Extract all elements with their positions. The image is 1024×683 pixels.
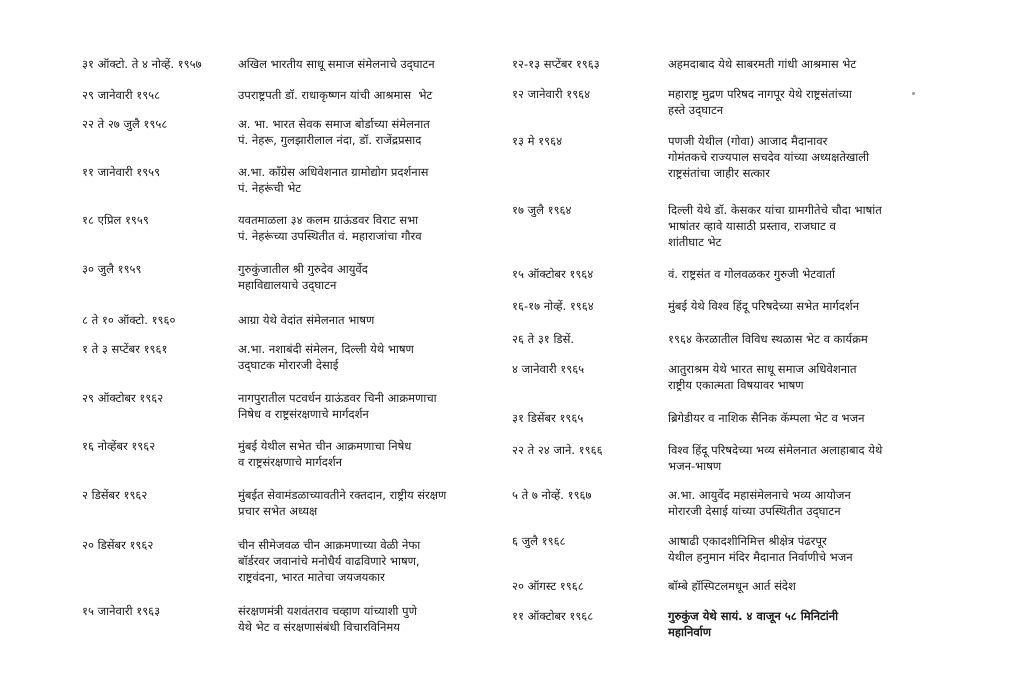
entry-date: १७ जुलै १९६४: [512, 203, 572, 217]
entry-description: महाराष्ट्र मुद्रण परिषद नागपूर येथे राष्ट्रसंतांच्या हस्ते उद्‌घाटन: [668, 87, 852, 117]
entry-description: अ.भा. आयुर्वेद महासंमेलनाचे भव्य आयोजन मोरारजी देसाई यांच्या उपस्थितीत उद्‌घाटन: [668, 488, 851, 518]
entry-date: ५ ते ७ नोव्हें. १९६७: [512, 488, 592, 502]
scan-speck: [912, 92, 915, 95]
entry-date: १ ते ३ सप्टेंबर १९६१: [82, 342, 168, 356]
entry-description: यवतमाळला ३४ कलम ग्राऊंडवर विराट सभा पं. नेहरूंच्या उपस्थितीत वं. महाराजांचा गौरव: [238, 213, 422, 243]
entry-date: २९ ऑक्टोबर १९६२: [82, 391, 164, 405]
entry-description: दिल्ली येथे डॉ. केसकर यांचा ग्रामगीतेचे चौदा भाषांत भाषांतर व्हावे यासाठी प्रस्ताव, राजघाट व शांतीघाट भेट: [668, 203, 882, 249]
entry-date: २२ ते २४ जाने. १९६६: [512, 443, 603, 457]
entry-description: मुंबई येथील सभेत चीन आक्रमणाचा निषेध व राष्ट्रसंरक्षणाचे मार्गदर्शन: [238, 439, 412, 469]
entry-description: आतुराश्रम येथे भारत साधू समाज अधिवेशनात राष्ट्रीय एकात्मता विषयावर भाषण: [668, 362, 857, 392]
entry-date: १३ मे १९६४: [512, 134, 563, 148]
entry-date: २ डिसेंबर १९६२: [82, 488, 148, 502]
entry-date: ६ जुलै १९६८: [512, 534, 566, 548]
entry-date: २९ जानेवारी १९५८: [82, 88, 161, 102]
entry-description: नागपुरातील पटवर्धन ग्राऊंडवर चिनी आक्रमणाचा निषेध व राष्ट्रसंरक्षणाचे मार्गदर्शन: [238, 391, 437, 421]
entry-description: मुंबईत सेवामंडळाच्यावतीने रक्तदान, राष्ट्रीय संरक्षण प्रचार सभेत अध्यक्ष: [238, 488, 447, 518]
entry-description: चीन सीमेजवळ चीन आक्रमणाच्या वेळी नेफा बॉर्डरवर जवानांचे मनोधैर्य वाढविणारे भाषण, राष्ट्रवंदना, भारत मातेचा जयजयकार: [238, 538, 421, 584]
entry-description: गुरुकुंज येथे सायं. ४ वाजून ५८ मिनिटांनी महानिर्वाण: [668, 609, 839, 639]
entry-date: २६ ते ३१ डिसें.: [512, 332, 575, 346]
entry-date: ११ ऑक्टोबर १९६८: [512, 609, 594, 623]
entry-date: ३० जुलै १९५९: [82, 262, 142, 276]
entry-date: ८ ते १० ऑक्टो. १९६०: [82, 313, 176, 327]
entry-description: आग्रा येथे वेदांत संमेलनात भाषण: [238, 313, 375, 327]
entry-date: १६-१७ नोव्हें. १९६४: [512, 299, 594, 313]
entry-date: २२ ते २७ जुलै १९५८: [82, 117, 168, 131]
entry-date: २० डिसेंबर १९६२: [82, 538, 154, 552]
entry-date: १८ एप्रिल १९५९: [82, 213, 149, 227]
entry-date: ३१ ऑक्टो. ते ४ नोव्हें. १९५७: [82, 57, 202, 71]
entry-description: ब्रिगेडीयर व नाशिक सैनिक कॅम्पला भेट व भजन: [668, 411, 865, 425]
entry-date: १२ जानेवारी १९६४: [512, 87, 591, 101]
entry-description: मुंबई येथे विश्व हिंदू परिषदेच्या सभेत मार्गदर्शन: [668, 299, 860, 313]
entry-description: उपराष्ट्रपती डॉ. राधाकृष्णन यांची आश्रमास भेट: [238, 88, 433, 102]
entry-description: पणजी येथील (गोवा) आजाद मैदानावर गोमंतकचे राज्यपाल सचदेव यांच्या अध्यक्षतेखाली राष्ट्रसंतांचा जाहीर सत्कार: [668, 134, 870, 180]
entry-description: बॉम्बे हॉस्पिटलमधून आर्त संदेश: [668, 579, 796, 593]
entry-description: १९६४ केरळातील विविध स्थळास भेट व कार्यक्रम: [668, 332, 868, 346]
entry-date: १६ नोव्हेंबर १९६२: [82, 439, 156, 453]
entry-date: ११ जानेवारी १९५९: [82, 165, 161, 179]
entry-description: अ. भा. भारत सेवक समाज बोर्डाच्या संमेलनात पं. नेहरू, गुलझारीलाल नंदा, डॉ. राजेंद्रप्रसाद: [238, 117, 430, 147]
entry-description: संरक्षणमंत्री यशवंतराव चव्हाण यांच्याशी पुणे येथे भेट व संरक्षणासंबंधी विचारविनिमय: [238, 604, 417, 634]
entry-date: १२-१३ सप्टेंबर १९६३: [512, 57, 600, 71]
entry-description: अहमदाबाद येथे साबरमती गांधी आश्रमास भेट: [668, 57, 857, 71]
entry-date: २० ऑगस्ट १९६८: [512, 579, 584, 593]
entry-date: १५ जानेवारी १९६३: [82, 604, 161, 618]
entry-date: १५ ऑक्टोबर १९६४: [512, 267, 594, 281]
entry-date: ४ जानेवारी १९६५: [512, 362, 585, 376]
entry-description: आषाढी एकादशीनिमित्त श्रीक्षेत्र पंढरपूर येथील हनुमान मंदिर मैदानात निर्वाणीचे भजन: [668, 534, 853, 564]
entry-date: ३१ डिसेंबर १९६५: [512, 411, 584, 425]
entry-description: वं. राष्ट्रसंत व गोलवळकर गुरुजी भेटवार्ता: [668, 267, 836, 281]
entry-description: विश्व हिंदू परिषदेच्या भव्य संमेलनात अलाहाबाद येथे भजन-भाषण: [668, 443, 883, 473]
entry-description: अ.भा. नशाबंदी संमेलन, दिल्ली येथे भाषण उद्‌घाटक मोरारजी देसाई: [238, 342, 414, 372]
entry-description: अखिल भारतीय साधू समाज संमेलनाचे उद्‌घाटन: [238, 57, 435, 71]
entry-description: गुरुकुंजातील श्री गुरुदेव आयुर्वेद महाविद्यालयाचे उद्‌घाटन: [238, 262, 368, 292]
entry-description: अ.भा. काँग्रेस अधिवेशनात ग्रामोद्योग प्रदर्शनास पं. नेहरूंची भेट: [238, 165, 429, 195]
